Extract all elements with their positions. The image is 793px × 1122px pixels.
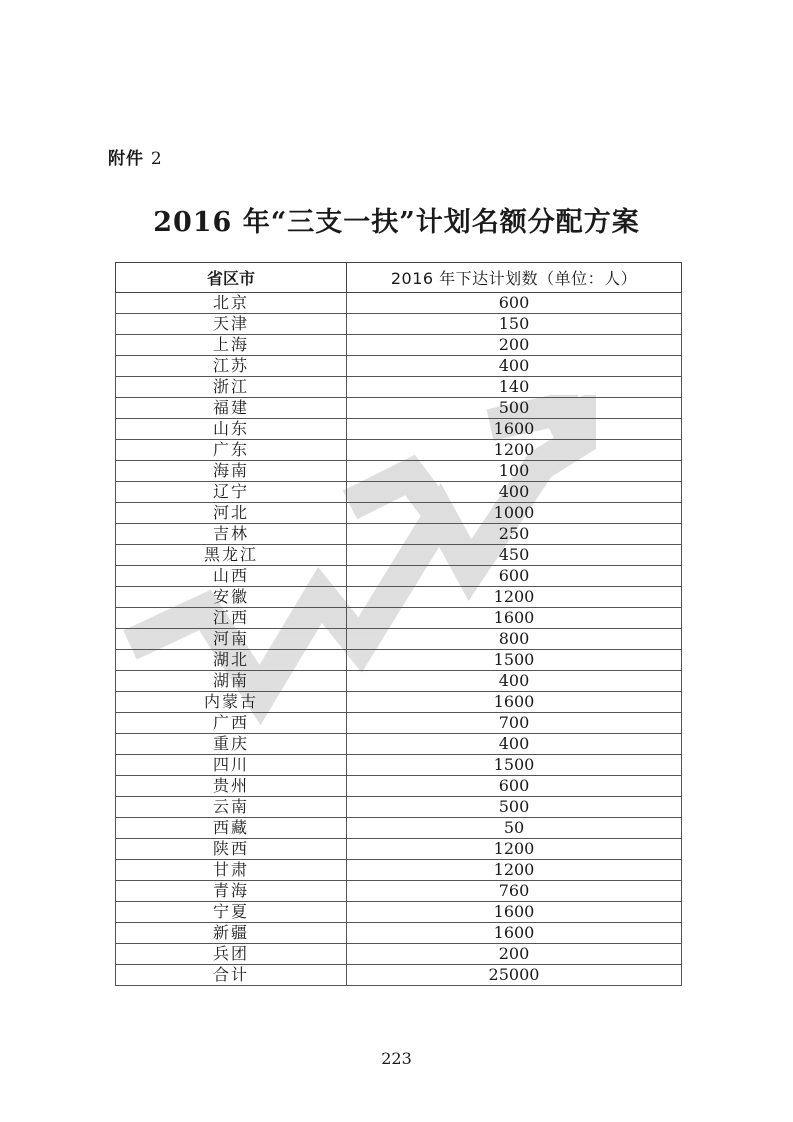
region-cell: 宁夏 — [116, 902, 347, 923]
quota-cell: 200 — [347, 335, 682, 356]
table-row — [116, 293, 682, 314]
region-cell: 黑龙江 — [116, 545, 347, 566]
quota-cell: 1200 — [347, 587, 682, 608]
table-row — [116, 503, 682, 524]
quota-cell: 600 — [347, 776, 682, 797]
region-cell: 陕西 — [116, 839, 347, 860]
table-row — [116, 650, 682, 671]
table-row — [116, 902, 682, 923]
table-row — [116, 839, 682, 860]
quota-cell: 1200 — [347, 860, 682, 881]
quota-cell: 140 — [347, 377, 682, 398]
table-row — [116, 314, 682, 335]
region-cell: 贵州 — [116, 776, 347, 797]
region-cell: 辽宁 — [116, 482, 347, 503]
region-cell: 广西 — [116, 713, 347, 734]
quota-cell: 150 — [347, 314, 682, 335]
region-cell: 内蒙古 — [116, 692, 347, 713]
quota-table — [115, 262, 682, 986]
region-cell: 青海 — [116, 881, 347, 902]
quota-cell: 1600 — [347, 902, 682, 923]
table-row — [116, 419, 682, 440]
quota-cell: 1600 — [347, 692, 682, 713]
table-row — [116, 881, 682, 902]
quota-cell: 50 — [347, 818, 682, 839]
quota-cell: 25000 — [347, 965, 682, 986]
quota-cell: 1500 — [347, 755, 682, 776]
quota-table-container — [115, 262, 681, 986]
region-cell: 天津 — [116, 314, 347, 335]
table-row — [116, 461, 682, 482]
quota-cell: 400 — [347, 356, 682, 377]
quota-cell: 700 — [347, 713, 682, 734]
table-row — [116, 524, 682, 545]
table-row — [116, 587, 682, 608]
quota-cell: 450 — [347, 545, 682, 566]
quota-cell: 250 — [347, 524, 682, 545]
region-cell: 湖南 — [116, 671, 347, 692]
region-cell: 河南 — [116, 629, 347, 650]
table-row — [116, 713, 682, 734]
table-row — [116, 566, 682, 587]
region-cell: 重庆 — [116, 734, 347, 755]
region-cell: 浙江 — [116, 377, 347, 398]
region-cell: 湖北 — [116, 650, 347, 671]
table-row — [116, 734, 682, 755]
table-row — [116, 335, 682, 356]
table-row — [116, 356, 682, 377]
quota-cell: 1600 — [347, 608, 682, 629]
attachment-word: 附件 — [108, 149, 144, 169]
quota-cell: 600 — [347, 566, 682, 587]
table-row — [116, 965, 682, 986]
quota-cell: 400 — [347, 482, 682, 503]
table-row — [116, 923, 682, 944]
table-row — [116, 818, 682, 839]
region-cell: 上海 — [116, 335, 347, 356]
region-cell: 江苏 — [116, 356, 347, 377]
header-region: 省区市 — [116, 263, 347, 293]
quota-cell: 200 — [347, 944, 682, 965]
quota-cell: 1200 — [347, 440, 682, 461]
page-number: 223 — [381, 1049, 412, 1068]
region-cell: 合计 — [116, 965, 347, 986]
region-cell: 甘肃 — [116, 860, 347, 881]
region-cell: 河北 — [116, 503, 347, 524]
quota-cell: 1000 — [347, 503, 682, 524]
region-cell: 江西 — [116, 608, 347, 629]
table-row — [116, 440, 682, 461]
table-row — [116, 608, 682, 629]
region-cell: 四川 — [116, 755, 347, 776]
table-row — [116, 755, 682, 776]
attachment-number: 2 — [150, 149, 163, 169]
quota-cell: 1600 — [347, 419, 682, 440]
region-cell: 山西 — [116, 566, 347, 587]
table-row — [116, 797, 682, 818]
table-body — [116, 293, 682, 986]
table-row — [116, 944, 682, 965]
quota-cell: 600 — [347, 293, 682, 314]
region-cell: 新疆 — [116, 923, 347, 944]
region-cell: 云南 — [116, 797, 347, 818]
table-row — [116, 671, 682, 692]
quota-cell: 400 — [347, 734, 682, 755]
table-header-row — [116, 263, 682, 293]
quota-cell: 500 — [347, 398, 682, 419]
quota-cell: 1600 — [347, 923, 682, 944]
table-row — [116, 692, 682, 713]
region-cell: 海南 — [116, 461, 347, 482]
region-cell: 北京 — [116, 293, 347, 314]
quota-cell: 100 — [347, 461, 682, 482]
table-row — [116, 545, 682, 566]
quota-cell: 1200 — [347, 839, 682, 860]
attachment-label — [108, 144, 163, 169]
quota-cell: 1500 — [347, 650, 682, 671]
table-row — [116, 377, 682, 398]
quota-cell: 400 — [347, 671, 682, 692]
quota-cell: 800 — [347, 629, 682, 650]
header-quota: 2016 年下达计划数（单位：人） — [347, 263, 682, 293]
region-cell: 安徽 — [116, 587, 347, 608]
quota-cell: 760 — [347, 881, 682, 902]
table-row — [116, 629, 682, 650]
table-row — [116, 776, 682, 797]
table-row — [116, 860, 682, 881]
region-cell: 西藏 — [116, 818, 347, 839]
document-title: 2016 年“三支一扶”计划名额分配方案 — [153, 207, 640, 238]
region-cell: 广东 — [116, 440, 347, 461]
quota-cell: 500 — [347, 797, 682, 818]
region-cell: 福建 — [116, 398, 347, 419]
table-row — [116, 398, 682, 419]
region-cell: 山东 — [116, 419, 347, 440]
table-row — [116, 482, 682, 503]
region-cell: 兵团 — [116, 944, 347, 965]
region-cell: 吉林 — [116, 524, 347, 545]
